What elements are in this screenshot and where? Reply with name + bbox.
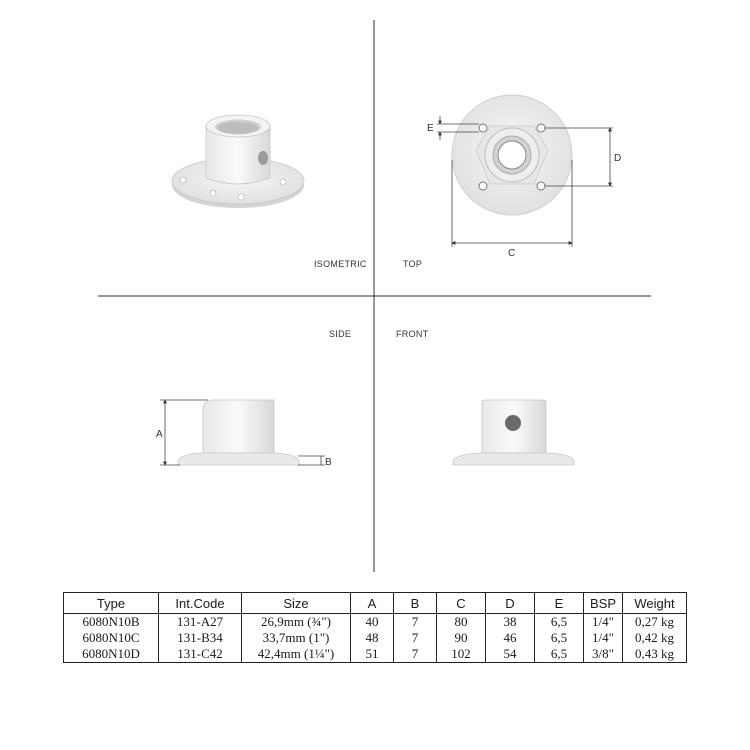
front-view <box>453 400 574 465</box>
dimension-a-label: A <box>156 429 163 440</box>
cell-int-code: 131-C42 <box>159 646 242 663</box>
table-row <box>64 614 687 631</box>
cell-c: 90 <box>437 630 486 646</box>
cell-bsp: 1/4" <box>584 614 623 631</box>
cell-b: 7 <box>394 646 437 663</box>
top-label: TOP <box>403 259 423 269</box>
cell-a: 48 <box>351 630 394 646</box>
cell-size: 33,7mm (1") <box>242 630 351 646</box>
cell-int-code: 131-A27 <box>159 614 242 631</box>
cell-size: 42,4mm (1¼") <box>242 646 351 663</box>
side-view <box>160 400 325 465</box>
isometric-label: ISOMETRIC <box>314 259 367 269</box>
table-row <box>64 630 687 646</box>
cell-c: 80 <box>437 614 486 631</box>
cell-d: 54 <box>486 646 535 663</box>
cell-e: 6,5 <box>535 630 584 646</box>
column-header-d: D <box>486 593 535 614</box>
cell-bsp: 3/8" <box>584 646 623 663</box>
dimension-c-label: C <box>508 248 516 259</box>
cell-c: 102 <box>437 646 486 663</box>
column-header-bsp: BSP <box>584 593 623 614</box>
cell-weight: 0,42 kg <box>623 630 687 646</box>
column-header-int-code: Int.Code <box>159 593 242 614</box>
cell-d: 38 <box>486 614 535 631</box>
top-view <box>437 95 613 247</box>
cell-type: 6080N10B <box>64 614 159 631</box>
cell-b: 7 <box>394 614 437 631</box>
cell-type: 6080N10C <box>64 630 159 646</box>
cell-int-code: 131-B34 <box>159 630 242 646</box>
column-header-size: Size <box>242 593 351 614</box>
cell-type: 6080N10D <box>64 646 159 663</box>
table-header-row <box>64 593 687 614</box>
dimension-b-label: B <box>325 457 332 468</box>
dimension-d-label: D <box>614 153 622 164</box>
cell-bsp: 1/4" <box>584 630 623 646</box>
column-header-a: A <box>351 593 394 614</box>
isometric-view <box>172 115 304 208</box>
front-label: FRONT <box>396 329 429 339</box>
cell-size: 26,9mm (¾") <box>242 614 351 631</box>
side-label: SIDE <box>329 329 352 339</box>
column-header-weight: Weight <box>623 593 687 614</box>
column-header-b: B <box>394 593 437 614</box>
cell-d: 46 <box>486 630 535 646</box>
cell-a: 40 <box>351 614 394 631</box>
cell-e: 6,5 <box>535 614 584 631</box>
cell-e: 6,5 <box>535 646 584 663</box>
specification-table <box>63 592 687 663</box>
column-header-c: C <box>437 593 486 614</box>
column-header-type: Type <box>64 593 159 614</box>
cell-a: 51 <box>351 646 394 663</box>
table-row <box>64 646 687 663</box>
cell-b: 7 <box>394 630 437 646</box>
cell-weight: 0,43 kg <box>623 646 687 663</box>
cell-weight: 0,27 kg <box>623 614 687 631</box>
dimension-e-label: E <box>427 123 434 134</box>
column-header-e: E <box>535 593 584 614</box>
